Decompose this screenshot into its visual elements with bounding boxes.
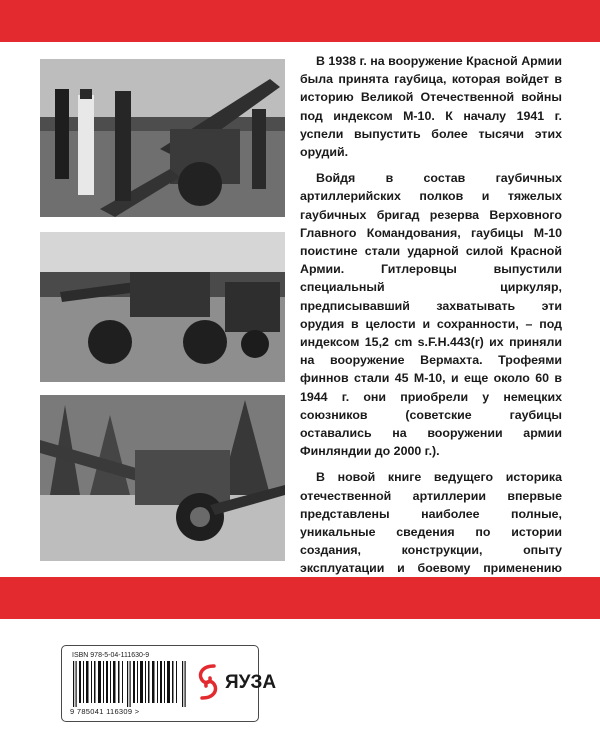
publisher-logo-text: ЯУЗА [225,672,277,693]
photo-howitzer-towed [40,232,285,382]
description-column [300,52,562,604]
photo-howitzer-museum [40,395,285,561]
barcode-image [72,661,188,707]
barcode-panel [61,645,277,722]
photo-howitzer-officers [40,59,285,217]
barcode-digits: 9 785041 116309 > [70,707,140,716]
paragraph-history: Войдя в состав гаубичных артиллерийских полков и тяжелых гаубичных бригад резерва Верховного Главного Командования, гаубицы М-10 поистине стали ударной силой Красной Армии. Гитлеровцы выпустили специальный циркуляр, предписывавший захватывать эти орудия в целости и сохранности, – под индексом 15,2 cm s.F.H.443(r) их приняли на вооружение Вермахта. Трофеями финнов стали 45 М-10, и еще около 60 в 1944 г. они приобрели у немецких союзников (советские гаубицы оставались на вооружении армии Финляндии до 2000 г.). [300,171,562,459]
bottom-red-band [0,577,600,619]
paragraph-book: В новой книге ведущего историка отечественной артиллерии впервые представлены наиболее полные, уникальные сведения по истории создания, конструкции, опыту эксплуатации и боевому применению [300,470,562,576]
publisher-logo-icon [194,662,222,702]
isbn-label: ISBN 978-5-04-111630-9 [72,652,150,659]
paragraph-intro: В 1938 г. на вооружение Красной Армии была принята гаубица, которая войдет в историю Великой Отечественной войны под индексом М-10. К началу 1941 г. успели выпустить более тысячи этих орудий. [300,54,562,160]
top-red-band [0,0,600,42]
